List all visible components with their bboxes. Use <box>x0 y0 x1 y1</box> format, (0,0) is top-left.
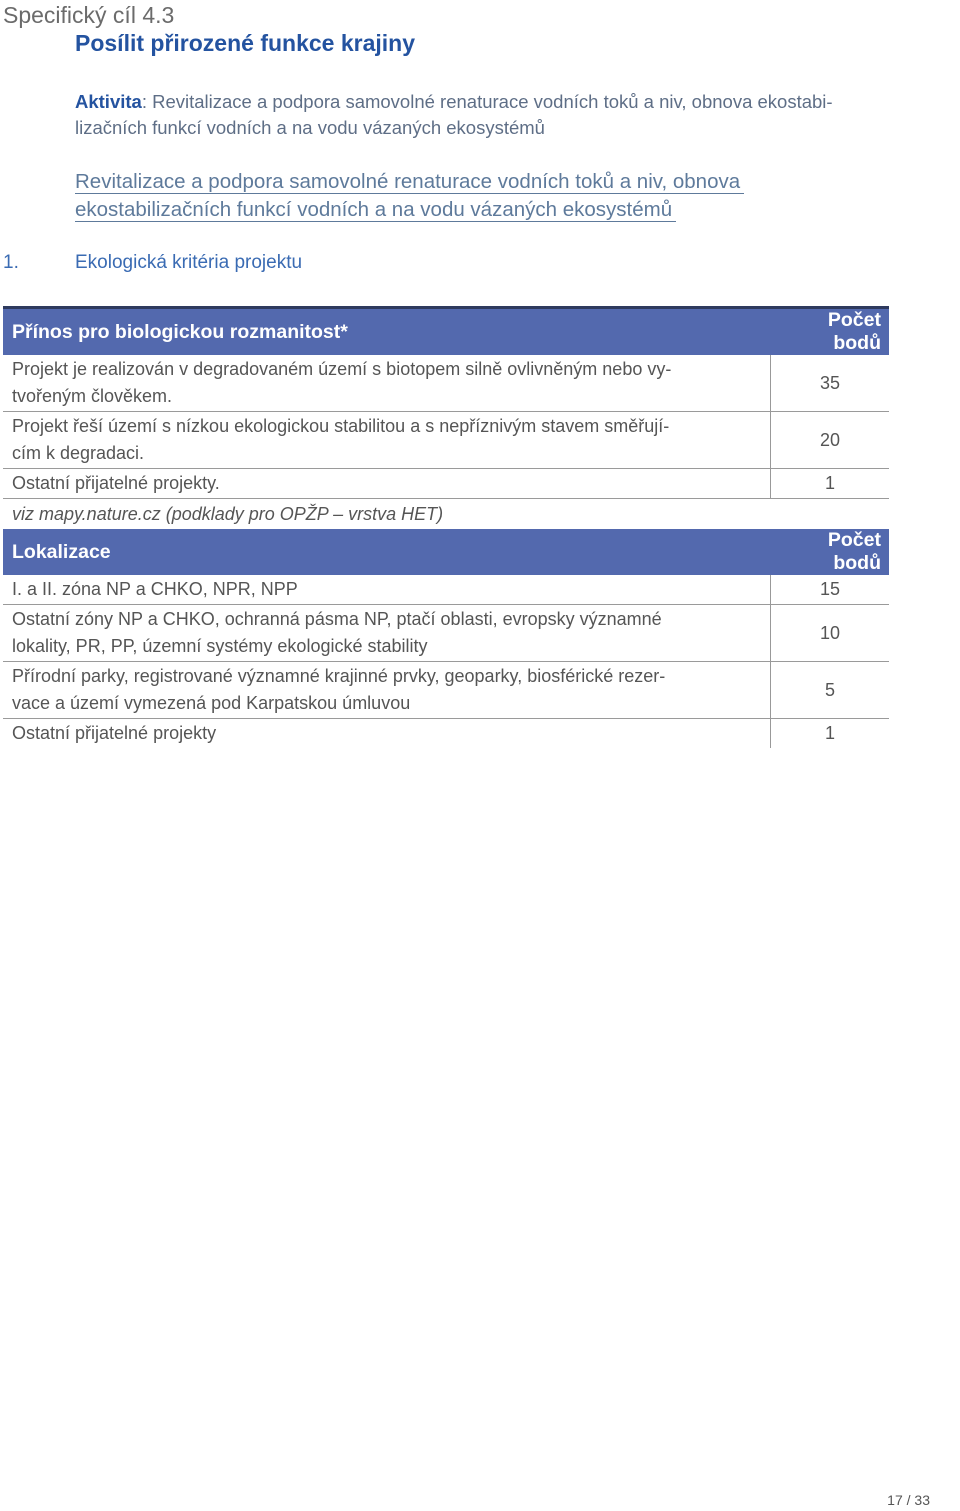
document-eyebrow: Specifický cíl 4.3 <box>3 2 175 28</box>
row-points: 1 <box>771 469 890 499</box>
row-points: 1 <box>771 719 890 749</box>
row-description: Projekt je realizován v degradovaném území s biotopem silně ovlivněným nebo vy- tvořeným člověkem. <box>3 355 771 412</box>
table-row <box>3 605 889 662</box>
activity-label: Aktivita <box>75 91 142 112</box>
map-note-row <box>3 499 889 530</box>
row-description: Projekt řeší území s nízkou ekologickou stabilitou a s nepříznivým stavem směřují- cím k degradaci. <box>3 412 771 469</box>
table-row <box>3 412 889 469</box>
activity-text-2: lizačních funkcí vodních a na vodu vázaných ekosystémů <box>75 117 545 138</box>
table-row <box>3 575 889 605</box>
activity-colon: : <box>141 91 153 112</box>
biodiversity-header-row <box>3 308 889 356</box>
row-points: 5 <box>771 662 890 719</box>
section-number: 1. <box>3 252 19 273</box>
row-description: I. a II. zóna NP a CHKO, NPR, NPP <box>3 575 771 605</box>
row-points: 15 <box>771 575 890 605</box>
table-row <box>3 469 889 499</box>
section-heading <box>3 252 302 274</box>
map-note: viz mapy.nature.cz (podklady pro OPŽP – vrstva HET) <box>12 503 444 524</box>
page-number: 17 / 33 <box>887 1492 930 1508</box>
row-description: Ostatní přijatelné projekty. <box>3 469 771 499</box>
subheading-line-2[interactable]: ekostabilizačních funkcí vodních a na vodu vázaných ekosystémů <box>75 198 676 222</box>
row-description: Přírodní parky, registrované významné krajinné prvky, geoparky, biosférické rezer- vace a území vymezená pod Karpatskou úmluvou <box>3 662 771 719</box>
subheading-link[interactable] <box>75 168 744 224</box>
subheading-line-1[interactable]: Revitalizace a podpora samovolné renaturace vodních toků a niv, obnova <box>75 170 744 194</box>
row-description: Ostatní zóny NP a CHKO, ochranná pásma NP, ptačí oblasti, evropsky významné lokality, PR, PP, územní systémy ekologické stability <box>3 605 771 662</box>
table-row <box>3 355 889 412</box>
location-header-points: Počet bodů <box>771 529 890 575</box>
row-points: 35 <box>771 355 890 412</box>
table-row <box>3 719 889 749</box>
biodiversity-header-label: Přínos pro biologickou rozmanitost* <box>3 308 771 356</box>
biodiversity-header-points: Počet bodů <box>771 308 890 356</box>
page-title: Posílit přirozené funkce krajiny <box>75 30 415 56</box>
activity-line-1 <box>75 89 900 115</box>
row-description: Ostatní přijatelné projekty <box>12 723 217 743</box>
location-header-label: Lokalizace <box>3 529 771 575</box>
row-points: 20 <box>771 412 890 469</box>
row-points: 10 <box>771 605 890 662</box>
location-header-row <box>3 529 889 575</box>
table-row <box>3 662 889 719</box>
section-title: Ekologická kritéria projektu <box>75 252 303 273</box>
activity-description <box>75 89 900 141</box>
criteria-table <box>3 306 889 748</box>
activity-text-1: Revitalizace a podpora samovolné renaturace vodních toků a niv, obnova ekostabi- <box>152 91 833 112</box>
